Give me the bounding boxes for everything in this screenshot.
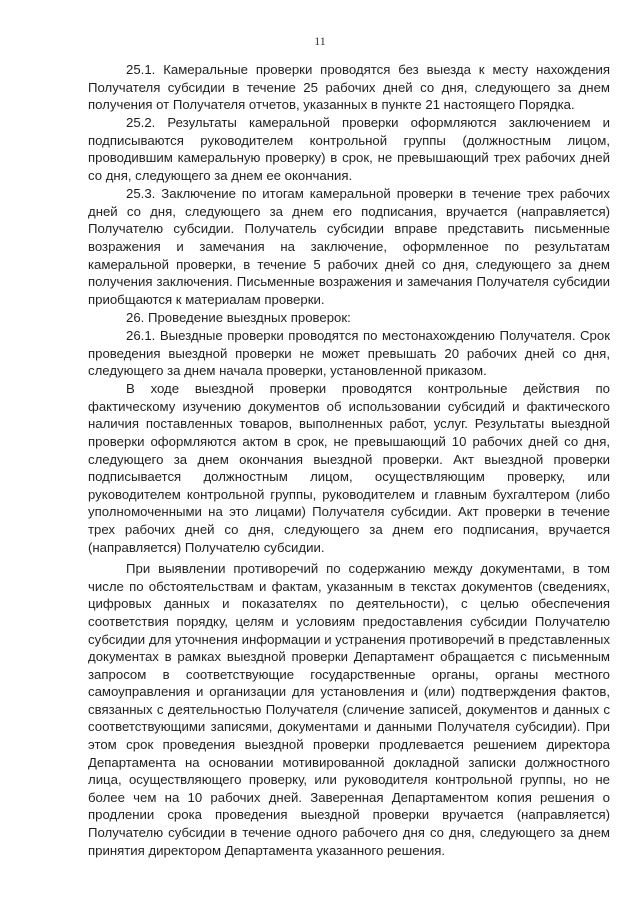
paragraph-26: 26. Проведение выездных проверок: bbox=[126, 309, 351, 325]
paragraph-contradictions: При выявлении противоречий по содержанию между документами, в том числе по обстоятельствам и фактам, указанным в текстах документов (сведениях, цифровых данных и показателях по деятельности), с целью обеспечения соответствия порядку, целям и условиям предоставления субсидии Получателю субсидии для уточнения информации и устранения противоречий в представленных документах в рамках выездной проверки Департамент обращается с письменным запросом в соответствующие государственные органы, органы местного самоуправления и организации для установления и (или) подтверждения фактов, связанных с деятельностью Получателя (сличение записей, документов и данных с соответствующими записями, документами и данными Получателя субсидии). При этом срок проведения выездной проверки продлевается решением директора Департамента на основании мотивированной докладной записки должностного лица, осуществляющего проверку, или руководителя контрольной группы, но не более чем на 10 рабочих дней. Заверенная Департаментом копия решения о продлении срока проведения выездной проверки вручается (направляется) Получателю субсидии в течение одного рабочего дня со дня, следующего за днем принятия директором Департамента указанного решения. bbox=[88, 561, 610, 858]
document-body bbox=[88, 61, 610, 860]
paragraph-field-check-actions: В ходе выездной проверки проводятся контрольные действия по фактическому изучению документов об использовании субсидий и фактического наличия поставленных товаров, выполненных работ, услуг. Результаты выездной проверки оформляются актом в срок, не превышающий 10 рабочих дней со дня, следующего за днем окончания выездной проверки. Акт выездной проверки подписывается должностным лицом, осуществляющим проверку, или руководителем контрольной группы, руководителем и главным бухгалтером (либо уполномоченными на это лицами) Получателя субсидии. Акт проверки в течение трех рабочих дней со дня, следующего за днем его подписания, вручается (направляется) Получателю субсидии. bbox=[88, 381, 610, 555]
paragraph-25-2: 25.2. Результаты камеральной проверки оформляются заключением и подписываются руководителем контрольной группы (должностным лицом, проводившим камеральную проверку) в срок, не превышающий трех рабочих дней со дня, следующего за днем ее окончания. bbox=[88, 115, 610, 184]
paragraph-26-1: 26.1. Выездные проверки проводятся по местонахождению Получателя. Срок проведения выездной проверки не может превышать 20 рабочих дней со дня, следующего за днем начала проверки, установленной приказом. bbox=[88, 327, 610, 379]
paragraph-25-3: 25.3. Заключение по итогам камеральной проверки в течение трех рабочих дней со дня, следующего за днем его подписания, вручается (направляется) Получателю субсидии. Получатель субсидии вправе представить письменные возражения и замечания на заключение, оформленное по результатам камеральной проверки, в течение 5 рабочих дней со дня, следующего за днем получения заключения. Письменные возражения и замечания Получателя субсидии приобщаются к материалам проверки. bbox=[88, 186, 610, 307]
page-number: 11 bbox=[314, 34, 326, 48]
paragraph-25-1: 25.1. Камеральные проверки проводятся без выезда к месту нахождения Получателя субсидии в течение 25 рабочих дней со дня, следующего за днем получения от Получателя отчетов, указанных в пункте 21 настоящего Порядка. bbox=[88, 62, 610, 113]
